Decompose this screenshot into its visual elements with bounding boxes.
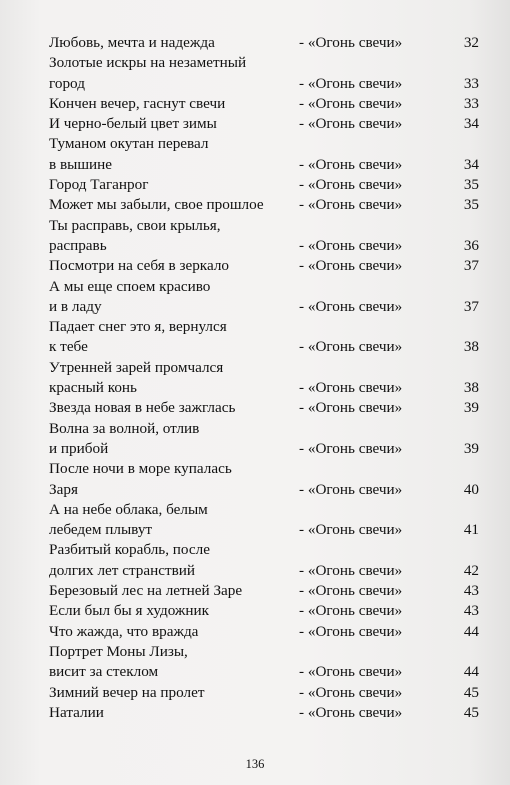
table-of-contents bbox=[49, 33, 479, 723]
toc-entry-title-line: Что жажда, что вражда bbox=[49, 622, 199, 640]
toc-entry-title-line: Может мы забыли, свое прошлое bbox=[49, 196, 264, 214]
toc-entry-source: - «Огонь свечи» bbox=[299, 74, 403, 92]
toc-entry-title bbox=[49, 642, 294, 683]
toc-entry-title-line: город bbox=[49, 74, 85, 92]
toc-entry bbox=[49, 683, 479, 703]
toc-entry bbox=[49, 317, 479, 358]
toc-entry-page: 45 bbox=[463, 683, 479, 701]
toc-entry-source: - «Огонь свечи» bbox=[299, 683, 403, 701]
toc-entry-title-line: Если был бы я художник bbox=[49, 602, 210, 620]
toc-entry-page: 39 bbox=[463, 439, 479, 457]
toc-entry bbox=[49, 256, 479, 276]
toc-entry bbox=[49, 53, 479, 94]
toc-entry-title bbox=[49, 540, 294, 581]
toc-entry-source: - «Огонь свечи» bbox=[299, 297, 403, 315]
toc-entry-source: - «Огонь свечи» bbox=[299, 561, 403, 579]
toc-entry-source: - «Огонь свечи» bbox=[299, 379, 403, 397]
toc-entry-title-line: Ты расправь, свои крылья, bbox=[49, 216, 221, 234]
toc-entry-title bbox=[49, 601, 294, 621]
toc-entry-title bbox=[49, 419, 294, 460]
toc-entry-title bbox=[49, 683, 294, 703]
toc-entry-page: 37 bbox=[463, 257, 479, 275]
toc-entry bbox=[49, 419, 479, 460]
toc-entry-title-line: Город Таганрог bbox=[49, 176, 149, 194]
toc-entry-title-line: долгих лет странствий bbox=[49, 561, 196, 579]
toc-entry-source: - «Огонь свечи» bbox=[299, 338, 403, 356]
toc-entry bbox=[49, 540, 479, 581]
toc-entry-title bbox=[49, 94, 294, 114]
toc-entry-page: 33 bbox=[463, 74, 479, 92]
toc-entry-source: - «Огонь свечи» bbox=[299, 602, 403, 620]
toc-entry-title-line: и прибой bbox=[49, 439, 109, 457]
toc-entry-page: 41 bbox=[463, 521, 479, 539]
toc-entry-title bbox=[49, 53, 294, 94]
toc-entry-title-line: висит за стеклом bbox=[49, 663, 159, 681]
toc-entry bbox=[49, 642, 479, 683]
toc-entry-title-line: И черно-белый цвет зимы bbox=[49, 115, 217, 133]
toc-entry-title-line: и в ладу bbox=[49, 297, 102, 315]
toc-entry-title bbox=[49, 195, 294, 215]
toc-entry-page: 34 bbox=[463, 115, 479, 133]
page-number: 136 bbox=[245, 757, 265, 771]
toc-entry-source: - «Огонь свечи» bbox=[299, 663, 403, 681]
toc-entry-title bbox=[49, 175, 294, 195]
toc-entry-title-line: После ночи в море купалась bbox=[49, 460, 232, 478]
toc-entry-title bbox=[49, 114, 294, 134]
toc-entry-page: 39 bbox=[463, 399, 479, 417]
toc-entry-source: - «Огонь свечи» bbox=[299, 236, 403, 254]
toc-entry-title bbox=[49, 317, 294, 358]
toc-entry-title-line: Падает снег это я, вернулся bbox=[49, 318, 227, 336]
toc-entry bbox=[49, 277, 479, 318]
toc-entry bbox=[49, 114, 479, 134]
toc-entry-source: - «Огонь свечи» bbox=[299, 155, 403, 173]
toc-entry-page: 42 bbox=[463, 561, 479, 579]
toc-entry-page: 43 bbox=[463, 602, 479, 620]
toc-entry-title bbox=[49, 398, 294, 418]
toc-entry bbox=[49, 500, 479, 541]
toc-entry bbox=[49, 459, 479, 500]
toc-entry-title-line: Утренней зарей промчался bbox=[49, 358, 224, 376]
toc-entry-page: 38 bbox=[463, 379, 479, 397]
toc-entry-source: - «Огонь свечи» bbox=[299, 622, 403, 640]
toc-entry-title-line: А на небе облака, белым bbox=[49, 500, 208, 518]
toc-entry-title-line: Любовь, мечта и надежда bbox=[49, 34, 215, 51]
toc-entry bbox=[49, 601, 479, 621]
toc-entry bbox=[49, 703, 479, 723]
toc-entry-title bbox=[49, 216, 294, 257]
toc-entry-source: - «Огонь свечи» bbox=[299, 521, 403, 539]
toc-entry-title-line: Туманом окутан перевал bbox=[49, 135, 209, 153]
toc-entry-page: 45 bbox=[463, 703, 479, 721]
toc-entry-page: 44 bbox=[463, 663, 479, 681]
toc-entry-title-line: расправь bbox=[49, 236, 107, 254]
toc-entry-source: - «Огонь свечи» bbox=[299, 703, 403, 721]
toc-entry-page: 38 bbox=[463, 338, 479, 356]
toc-entry-source: - «Огонь свечи» bbox=[299, 94, 403, 112]
toc-entry-source: - «Огонь свечи» bbox=[299, 34, 403, 51]
toc-entry-source: - «Огонь свечи» bbox=[299, 480, 403, 498]
toc-entry-title bbox=[49, 459, 294, 500]
toc-entry bbox=[49, 216, 479, 257]
toc-entry-source: - «Огонь свечи» bbox=[299, 115, 403, 133]
toc-entry-page: 43 bbox=[463, 582, 479, 600]
toc-entry-title bbox=[49, 703, 294, 723]
toc-entry bbox=[49, 195, 479, 215]
toc-entry-title-line: к тебе bbox=[49, 338, 88, 356]
toc-entry-title-line: Посмотри на себя в зеркало bbox=[49, 257, 229, 275]
toc-entry-page: 36 bbox=[463, 236, 479, 254]
toc-entry bbox=[49, 581, 479, 601]
toc-entry-title-line: Зимний вечер на пролет bbox=[49, 683, 205, 701]
toc-entry-page: 32 bbox=[463, 34, 479, 51]
toc-entry-title-line: лебедем плывут bbox=[49, 521, 153, 539]
toc-entry-source: - «Огонь свечи» bbox=[299, 176, 403, 194]
toc-entry-page: 37 bbox=[463, 297, 479, 315]
toc-entry bbox=[49, 622, 479, 642]
toc-entry-source: - «Огонь свечи» bbox=[299, 399, 403, 417]
toc-entry-title bbox=[49, 500, 294, 541]
toc-entry-title-line: Наталии bbox=[49, 703, 104, 721]
toc-entry-page: 33 bbox=[463, 94, 479, 112]
toc-entry-source: - «Огонь свечи» bbox=[299, 257, 403, 275]
toc-entry-title bbox=[49, 277, 294, 318]
toc-entry-title-line: Волна за волной, отлив bbox=[49, 419, 200, 437]
toc-entry-page: 35 bbox=[463, 176, 479, 194]
toc-entry-page: 34 bbox=[463, 155, 479, 173]
toc-entry-title-line: Разбитый корабль, после bbox=[49, 541, 210, 559]
toc-entry-title-line: Заря bbox=[49, 480, 78, 498]
toc-entry bbox=[49, 94, 479, 114]
toc-entry-title bbox=[49, 358, 294, 399]
toc-entry bbox=[49, 33, 479, 53]
toc-entry-title bbox=[49, 256, 294, 276]
toc-entry bbox=[49, 134, 479, 175]
toc-entry-title-line: Звезда новая в небе зажглась bbox=[49, 399, 236, 417]
toc-entry-title bbox=[49, 134, 294, 175]
toc-entry-title bbox=[49, 622, 294, 642]
toc-entry-title-line: Золотые искры на незаметный bbox=[49, 54, 247, 72]
toc-entry-source: - «Огонь свечи» bbox=[299, 439, 403, 457]
toc-entry-title bbox=[49, 581, 294, 601]
toc-entry-title-line: в вышине bbox=[49, 155, 113, 173]
toc-entry-source: - «Огонь свечи» bbox=[299, 196, 403, 214]
toc-entry-title-line: красный конь bbox=[49, 379, 137, 397]
toc-entry-title-line: Кончен вечер, гаснут свечи bbox=[49, 94, 226, 112]
toc-entry-page: 40 bbox=[463, 480, 479, 498]
toc-entry-source: - «Огонь свечи» bbox=[299, 582, 403, 600]
toc-entry-page: 35 bbox=[463, 196, 479, 214]
toc-entry bbox=[49, 398, 479, 418]
toc-entry-title-line: А мы еще споем красиво bbox=[49, 277, 211, 295]
toc-entry bbox=[49, 175, 479, 195]
toc-entry-title-line: Березовый лес на летней Заре bbox=[49, 582, 243, 600]
toc-entry-title-line: Портрет Моны Лизы, bbox=[49, 642, 188, 660]
toc-entry-page: 44 bbox=[463, 622, 479, 640]
toc-entry bbox=[49, 358, 479, 399]
toc-entry-title bbox=[49, 33, 294, 53]
